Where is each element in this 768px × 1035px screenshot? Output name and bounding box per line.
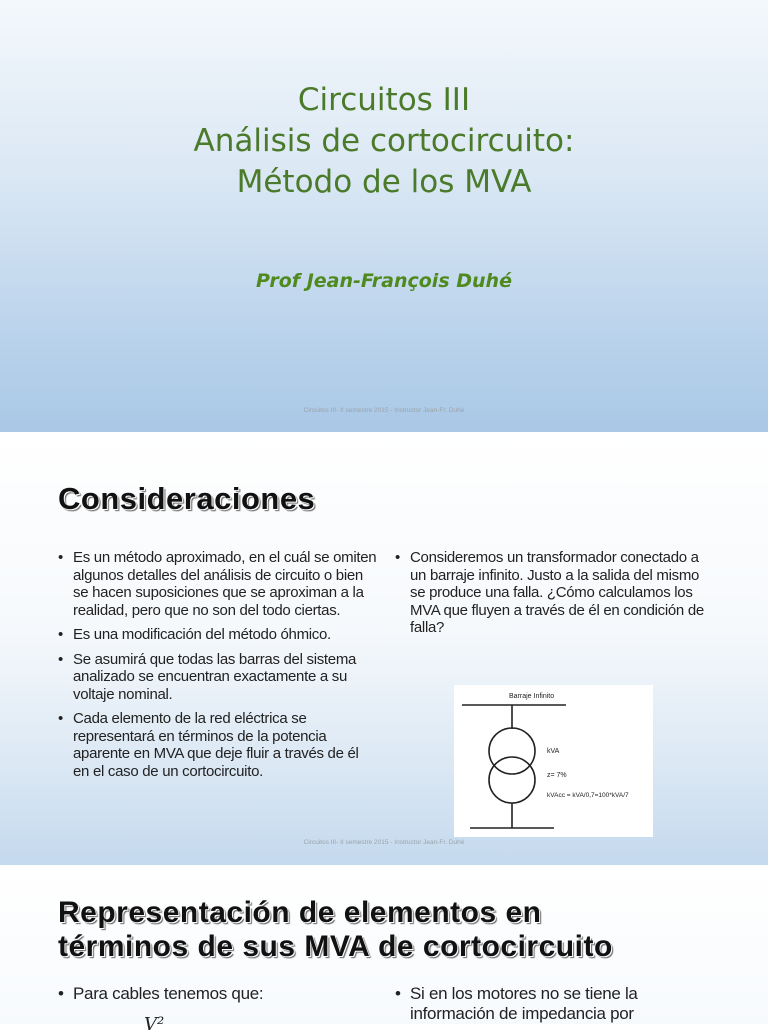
- title-line-1: Circuitos III: [297, 82, 471, 118]
- bullet-item: • Consideremos un transformador conectado a un barraje infinito. Justo a la salida del mismo se produce una falla. ¿Cómo calculamos los MVA que fluyen a través de él en condición de falla?: [395, 549, 713, 637]
- left-bullet-list: [58, 549, 378, 787]
- heading-line-1: Representación de elementos en: [58, 896, 542, 929]
- kva-label: kVA: [547, 748, 560, 755]
- transformer-diagram: [454, 685, 653, 837]
- slide-footer: Circuitos III- II semestre 2015 - Instructor Jean-Fr. Duhé: [303, 839, 465, 846]
- author: Prof Jean-François Duhé: [256, 270, 512, 292]
- bullet-item: • Es una modificación del método óhmico.: [58, 626, 378, 644]
- title-line-3: Método de los MVA: [236, 164, 532, 200]
- slide-representacion: [0, 866, 768, 1035]
- slide-title-heading: [0, 80, 768, 203]
- bullet-item: • Para cables tenemos que:: [58, 984, 378, 1004]
- secondary-winding: [489, 757, 535, 803]
- right-bullet-list: [395, 549, 713, 644]
- formula-fragment: V²: [144, 1014, 165, 1035]
- slide-footer: Circuitos III- II semestre 2015 - Instructor Jean-Fr. Duhé: [303, 407, 465, 414]
- heading-line-2: términos de sus MVA de cortocircuito: [58, 930, 613, 963]
- slide-consideraciones: [0, 433, 768, 865]
- slide-heading: [58, 896, 613, 964]
- slide-heading: Consideraciones: [58, 481, 316, 516]
- impedance-label: z= 7%: [547, 772, 567, 779]
- bullet-item: • Si en los motores no se tiene la información de impedancia por: [395, 984, 715, 1024]
- bus-label: Barraje Infinito: [509, 693, 555, 700]
- left-bullet-list: [58, 984, 378, 1011]
- transformer-diagram-svg: [454, 685, 653, 837]
- bullet-item: • Es un método aproximado, en el cuál se omiten algunos detalles del análisis de circuito o bien se hacen suposiciones que se aproximan a la realidad, pero que no son del todo ciertas.: [58, 549, 378, 619]
- bullet-item: • Se asumirá que todas las barras del sistema analizado se encuentran exactamente a su voltaje nominal.: [58, 651, 378, 704]
- bullet-item: • Cada elemento de la red eléctrica se representará en términos de la potencia aparente en MVA que deje fluir a través de él en el caso de un cortocircuito.: [58, 710, 378, 780]
- title-line-2: Análisis de cortocircuito:: [193, 123, 575, 159]
- primary-winding: [489, 728, 535, 774]
- kvacc-label: kVAcc = kVA/0,7=100*kVA/7: [547, 792, 629, 799]
- slide-title: [0, 0, 768, 432]
